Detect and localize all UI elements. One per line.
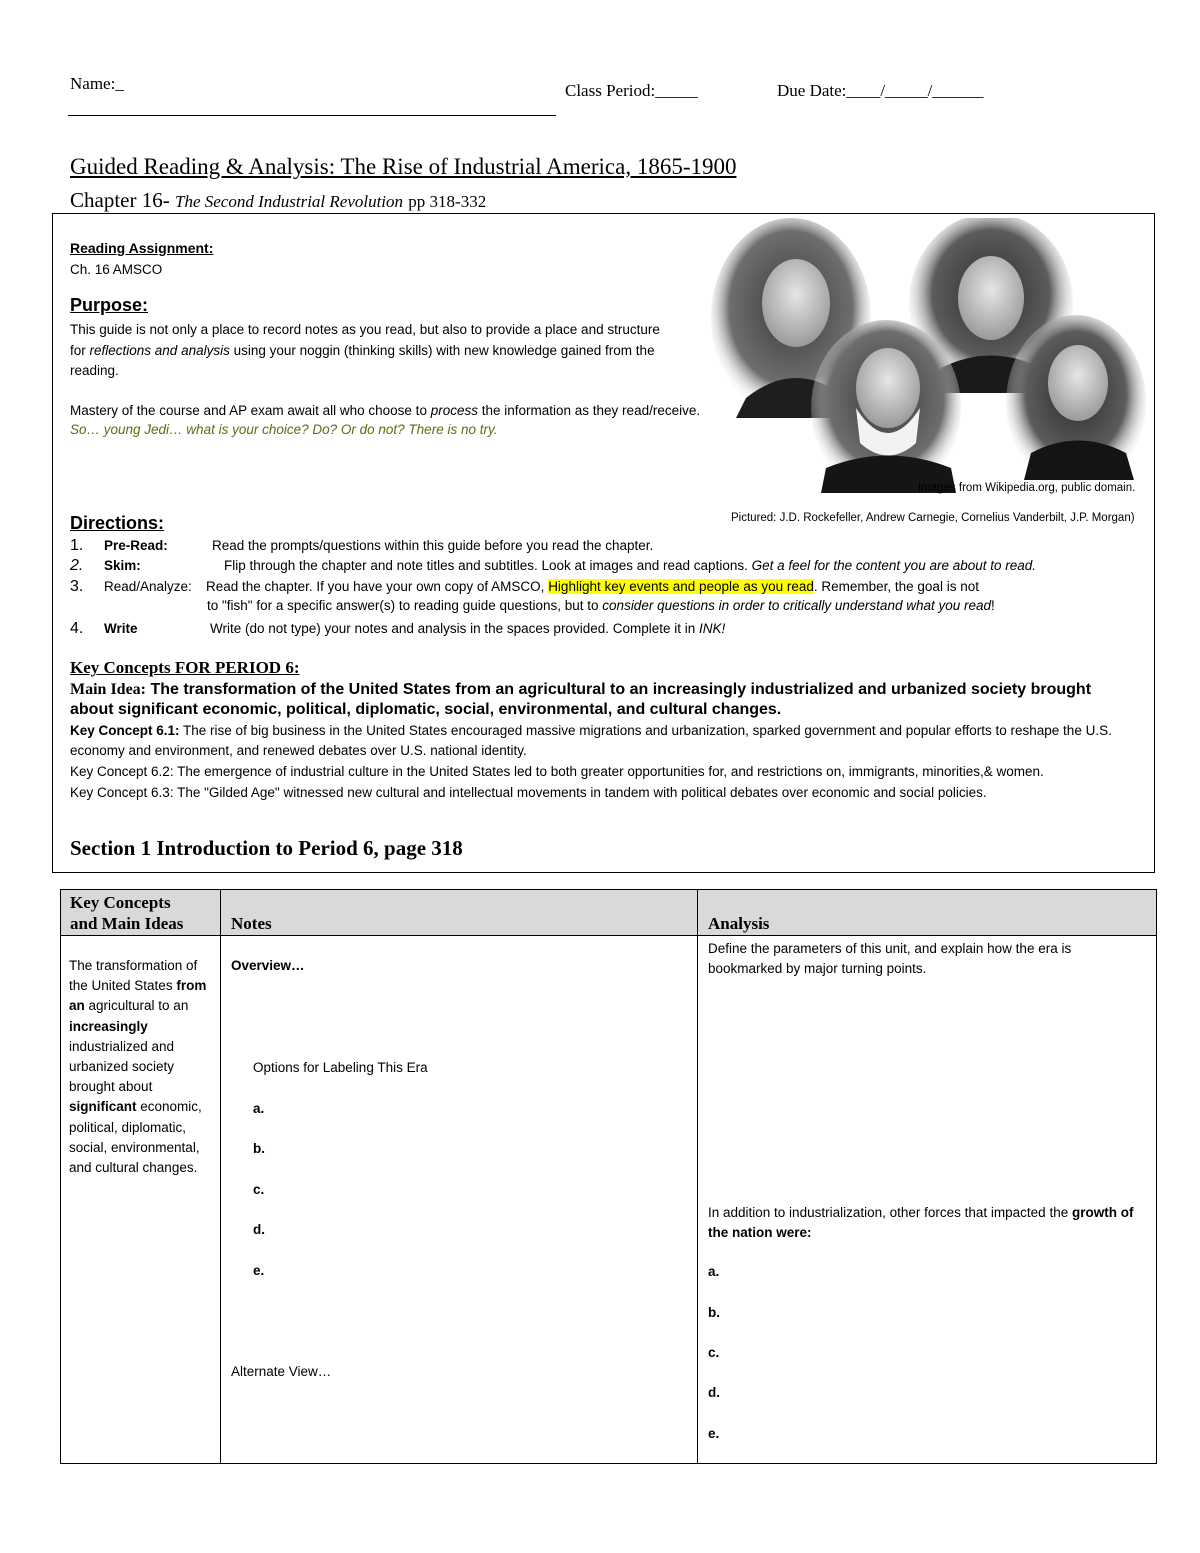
purpose-text xyxy=(70,320,710,382)
analysis-prompt-parameters: Define the parameters of this unit, and explain how the era is bookmarked by major turning points. xyxy=(708,941,1072,976)
class-period-field[interactable]: Class Period:_____ xyxy=(565,81,698,100)
main-idea: Main Idea: The transformation of the United States from an agricultural to an increasingly industrialized and urbanized society brought about significant economic, political, diplomatic, social, environmental, and cultural changes. xyxy=(70,681,1092,718)
key-concept-6-3: Key Concept 6.3: The "Gilded Age" witnessed new cultural and intellectual movements in tandem with political debates over economic and social policies. xyxy=(70,785,987,800)
directions-label: Directions: xyxy=(70,513,165,533)
section-title: Section 1 Introduction to Period 6, page 318 xyxy=(70,836,463,860)
industrialists-portraits-image xyxy=(706,218,1146,493)
notes-option-c[interactable]: c. xyxy=(253,1182,265,1197)
col-header-key-concepts: Key Concepts and Main Ideas xyxy=(70,893,184,933)
direction-item-2: 2. Skim: Flip through the chapter and note titles and subtitles. Look at images and read captions. Get a feel for the content you are about to read. xyxy=(70,557,1037,574)
name-label: Name:_ xyxy=(70,74,124,93)
analysis-prompt-forces: In addition to industrialization, other forces that impacted the growth of the nation were: xyxy=(708,1205,1134,1240)
direction-item-3: 3. Read/Analyze: Read the chapter. If you have your own copy of AMSCO, Highlight key events and people as you read. Remember, the goal is not xyxy=(70,578,979,595)
notes-overview[interactable]: Overview… xyxy=(231,958,305,973)
mastery-text: Mastery of the course and AP exam await all who choose to process the information as they read/receive. xyxy=(70,403,701,418)
analysis-item-c[interactable]: c. xyxy=(708,1345,720,1360)
purpose-line-2: for reflections and analysis using your noggin (thinking skills) with new knowledge gained from the xyxy=(70,342,655,358)
col-header-notes: Notes xyxy=(231,914,272,933)
highlighted-instruction: Highlight key events and people as you read xyxy=(548,579,814,594)
purpose-label: Purpose: xyxy=(70,295,149,315)
page-title: Guided Reading & Analysis: The Rise of Industrial America, 1865-1900 xyxy=(70,154,737,179)
chapter-label: Chapter 16- xyxy=(70,188,170,212)
direction-item-1: 1. Pre-Read: Read the prompts/questions within this guide before you read the chapter. xyxy=(70,537,654,554)
notes-options-label: Options for Labeling This Era xyxy=(253,1060,428,1075)
table-col-divider-2 xyxy=(697,890,698,1463)
analysis-item-b[interactable]: b. xyxy=(708,1305,720,1320)
due-date-field[interactable]: Due Date:____/_____/______ xyxy=(777,81,984,100)
table-header-divider xyxy=(61,935,1156,936)
notes-option-a[interactable]: a. xyxy=(253,1101,265,1116)
analysis-item-d[interactable]: d. xyxy=(708,1385,720,1400)
notes-option-b[interactable]: b. xyxy=(253,1141,265,1156)
notes-option-d[interactable]: d. xyxy=(253,1222,265,1237)
name-blank-line[interactable] xyxy=(68,115,556,116)
key-concept-cell: The transformation of the United States from an agricultural to an increasingly industrialized and urbanized society brought about significant economic, political, diplomatic, social, environmental, and cultural changes. xyxy=(69,958,207,1176)
chapter-pages: pp 318-332 xyxy=(408,192,487,211)
direction-item-4: 4. Write Write (do not type) your notes and analysis in the spaces provided. Complete it in INK! xyxy=(70,620,726,637)
jedi-quote: So… young Jedi… what is your choice? Do? Or do not? There is no try. xyxy=(70,422,498,437)
col-header-analysis: Analysis xyxy=(708,914,770,933)
analysis-item-a[interactable]: a. xyxy=(708,1264,720,1279)
table-col-divider-1 xyxy=(220,890,221,1463)
notes-alternate-view[interactable]: Alternate View… xyxy=(231,1364,332,1379)
key-concept-6-2: Key Concept 6.2: The emergence of industrial culture in the United States led to both greater opportunities for, and restrictions on, immigrants, minorities,& women. xyxy=(70,764,1044,779)
key-concepts-title: Key Concepts FOR PERIOD 6: xyxy=(70,658,300,677)
key-concept-6-1: Key Concept 6.1: The rise of big business in the United States encouraged massive migrations and urbanization, sparked government and popular efforts to reshape the U.S. economy and environment, and renewed debates over U.S. national identity. xyxy=(70,723,1112,758)
chapter-subtitle: The Second Industrial Revolution xyxy=(174,192,404,211)
purpose-line-1: This guide is not only a place to record notes as you read, but also to provide a place and structure xyxy=(70,322,660,337)
analysis-item-e[interactable]: e. xyxy=(708,1426,720,1441)
image-credit: Images from Wikipedia.org, public domain. xyxy=(918,482,1136,494)
reading-assignment-label: Reading Assignment: xyxy=(70,240,214,256)
chapter-heading xyxy=(70,188,486,213)
purpose-line-3: reading. xyxy=(70,363,119,378)
image-caption: Pictured: J.D. Rockefeller, Andrew Carnegie, Cornelius Vanderbilt, J.P. Morgan) xyxy=(731,512,1135,524)
reading-assignment-value: Ch. 16 AMSCO xyxy=(70,262,163,277)
direction-item-3-continued: to "fish" for a specific answer(s) to reading guide questions, but to consider questions in order to critically understand what you read! xyxy=(207,598,995,613)
notes-option-e[interactable]: e. xyxy=(253,1263,265,1278)
